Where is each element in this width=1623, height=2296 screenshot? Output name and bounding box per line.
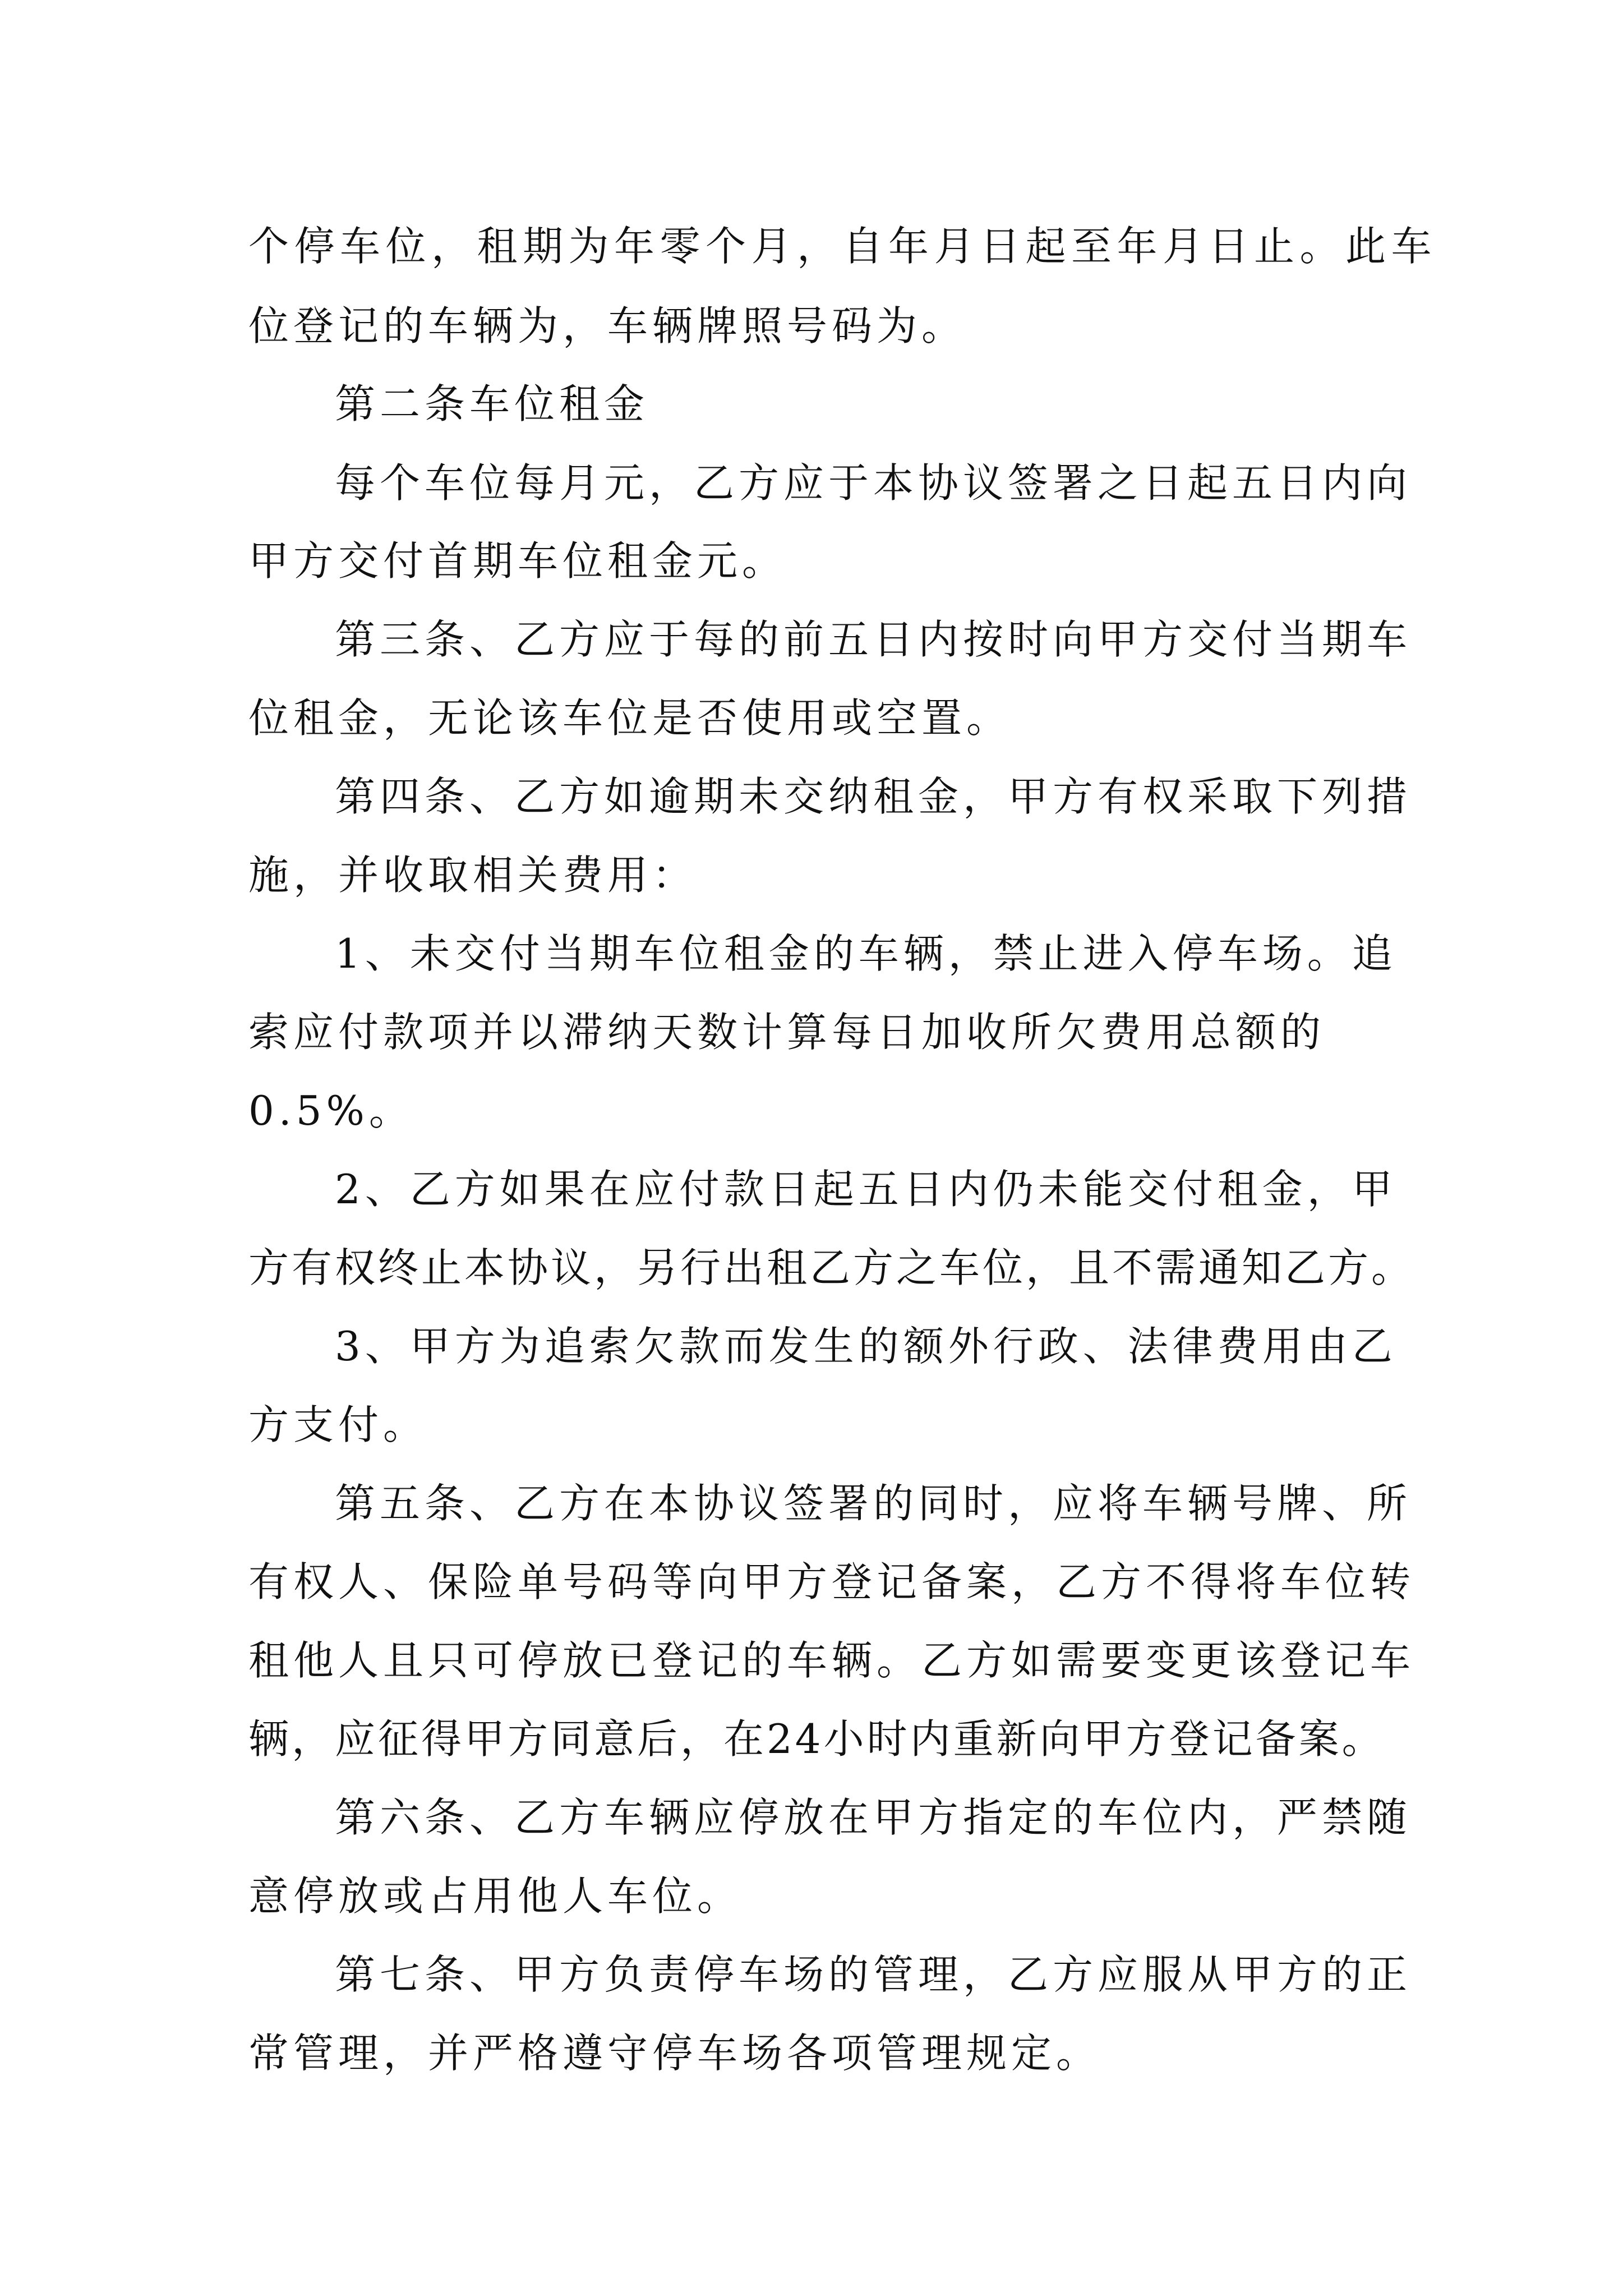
text-line: 位登记的车辆为，车辆牌照号码为。 [248, 302, 967, 349]
text-line: 常管理，并严格遵守停车场各项管理规定。 [248, 2030, 1101, 2077]
text-line: 3、甲方为追索欠款而发生的额外行政、法律费用由乙 [335, 1323, 1397, 1370]
text-line: 索应付款项并以滞纳天数计算每日加收所欠费用总额的 [248, 1009, 1326, 1056]
text-line: 1、未交付当期车位租金的车辆，禁止进入停车场。追 [335, 930, 1397, 977]
text-line: 2、乙方如果在应付款日起五日内仍未能交付租金，甲 [335, 1166, 1397, 1213]
text-line: 第二条车位租金 [335, 380, 649, 427]
text-line: 个停车位，租期为年零个月，自年月日起至年月日止。此车 [248, 223, 1437, 270]
text-line: 方支付。 [248, 1401, 428, 1448]
text-line: 每个车位每月元，乙方应于本协议签署之日起五日内向 [335, 459, 1412, 507]
text-line: 辆，应征得甲方同意后，在24小时内重新向甲方登记备案。 [248, 1715, 1385, 1763]
text-line: 第三条、乙方应于每的前五日内按时向甲方交付当期车 [335, 616, 1412, 663]
text-line: 方有权终止本协议，另行出租乙方之车位，且不需通知乙方。 [248, 1244, 1415, 1291]
text-line: 租他人且只可停放已登记的车辆。乙方如需要变更该登记车 [248, 1637, 1415, 1684]
text-line: 0.5%。 [248, 1087, 414, 1134]
text-line: 意停放或占用他人车位。 [248, 1872, 743, 1920]
text-line: 第六条、乙方车辆应停放在甲方指定的车位内，严禁随 [335, 1794, 1412, 1841]
text-line: 第五条、乙方在本协议签署的同时，应将车辆号牌、所 [335, 1480, 1412, 1527]
text-line: 有权人、保险单号码等向甲方登记备案，乙方不得将车位转 [248, 1558, 1415, 1605]
text-line: 位租金，无论该车位是否使用或空置。 [248, 694, 1012, 742]
text-line: 第七条、甲方负责停车场的管理，乙方应服从甲方的正 [335, 1951, 1412, 1998]
text-line: 施，并收取相关费用： [248, 852, 698, 899]
text-line: 第四条、乙方如逾期未交纳租金，甲方有权采取下列措 [335, 773, 1412, 820]
text-line: 甲方交付首期车位租金元。 [248, 537, 787, 585]
